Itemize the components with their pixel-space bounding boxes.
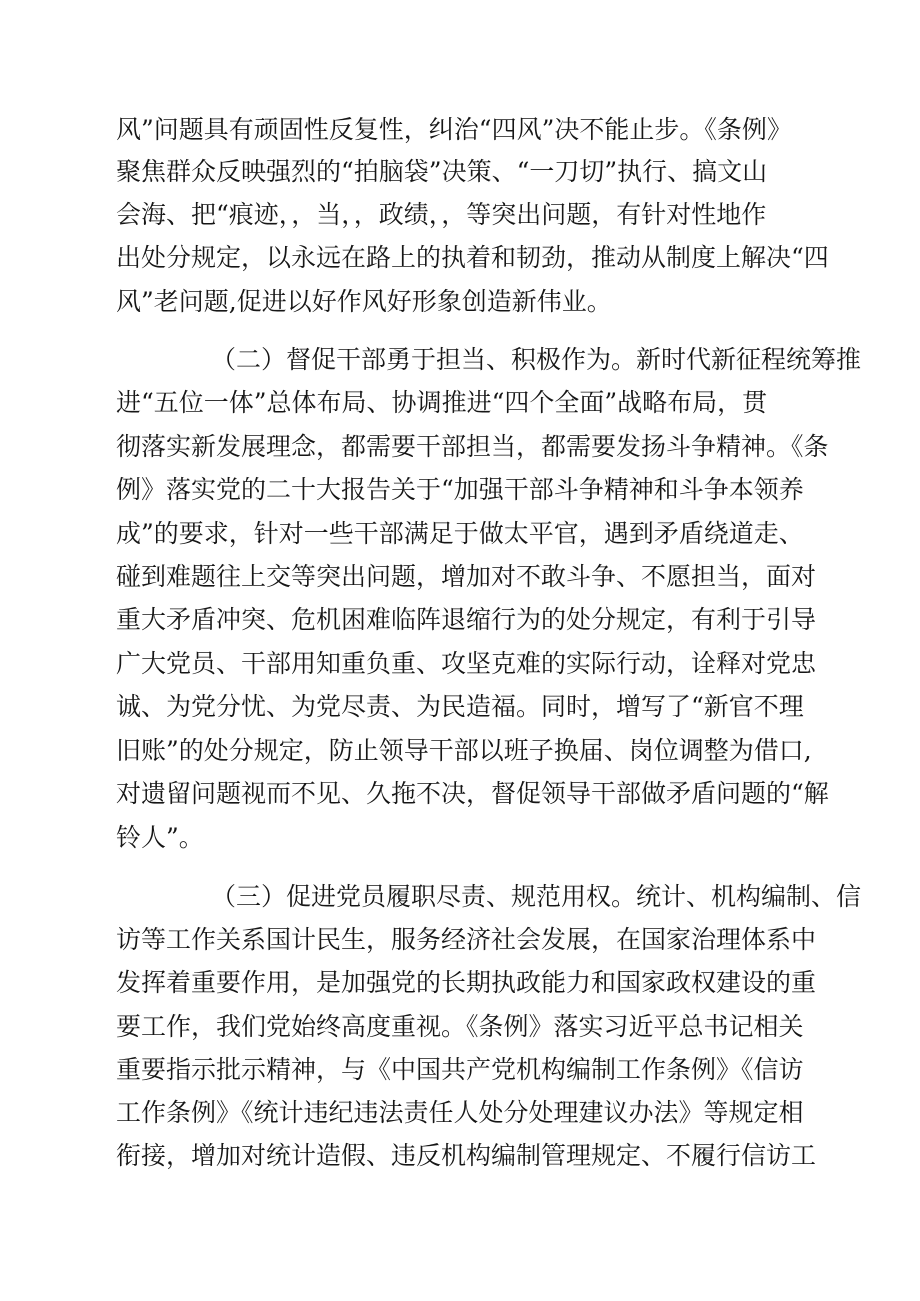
text-line: 会海、把“痕迹，，当，，政绩，，等突出问题，有针对性地作: [116, 200, 767, 229]
text-line: 对遗留问题视而不见、久拖不决，督促领导干部做矛盾问题的“解: [116, 779, 829, 808]
text-line: 广大党员、干部用知重负重、攻坚克难的实际行动，诠释对党忠: [116, 649, 817, 678]
text-line: 工作条例》《统计违纪违法责任人处分处理建议办法》等规定相: [116, 1098, 804, 1127]
text-line: 诚、为党分忧、为党尽责、为民造福。同时，增写了“新官不理: [116, 692, 804, 721]
text-line: 发挥着重要作用，是加强党的长期执政能力和国家政权建设的重: [116, 968, 817, 997]
text-line: 例》落实党的二十大报告关于“加强干部斗争精神和斗争本领养: [116, 475, 804, 504]
text-line: 要工作，我们党始终高度重视。《条例》落实习近平总书记相关: [116, 1012, 804, 1041]
paragraph-heading-line: （三）促进党员履职尽责、规范用权。统计、机构编制、信: [211, 882, 862, 911]
text-line: 进“五位一体”总体布局、协调推进“四个全面”战略布局，贯: [116, 388, 768, 417]
text-line: 铃人”。: [116, 823, 204, 852]
text-line: 风”老问题,促进以好作风好形象创造新伟业。: [116, 287, 612, 316]
text-line: 旧账”的处分规定，防止领导干部以班子换届、岗位调整为借口,: [116, 736, 812, 765]
text-line: 出处分规定，以永远在路上的执着和韧劲，推动从制度上解决“四: [116, 243, 829, 272]
text-line: 碰到难题往上交等突出问题，增加对不敢斗争、不愿担当，面对: [116, 562, 817, 591]
text-line: 重要指示批示精神，与《中国共产党机构编制工作条例》《信访: [116, 1055, 804, 1084]
text-line: 成”的要求，针对一些干部满足于做太平官，遇到矛盾绕道走、: [116, 519, 804, 548]
text-line: 彻落实新发展理念，都需要干部担当，都需要发扬斗争精神。《条: [116, 432, 829, 461]
paragraph-heading-line: （二）督促干部勇于担当、积极作为。新时代新征程统筹推: [211, 345, 862, 374]
text-line: 访等工作关系国计民生，服务经济社会发展，在国家治理体系中: [116, 925, 817, 954]
text-line: 重大矛盾冲突、危机困难临阵退缩行为的处分规定，有利于引导: [116, 605, 817, 634]
text-line: 衔接，增加对统计造假、违反机构编制管理规定、不履行信访工: [116, 1141, 817, 1170]
text-line: 风”问题具有顽固性反复性，纠治“四风”决不能止步。《条例》: [116, 115, 792, 144]
text-line: 聚焦群众反映强烈的“拍脑袋”决策、“一刀切”执行、搞文山: [116, 157, 768, 186]
